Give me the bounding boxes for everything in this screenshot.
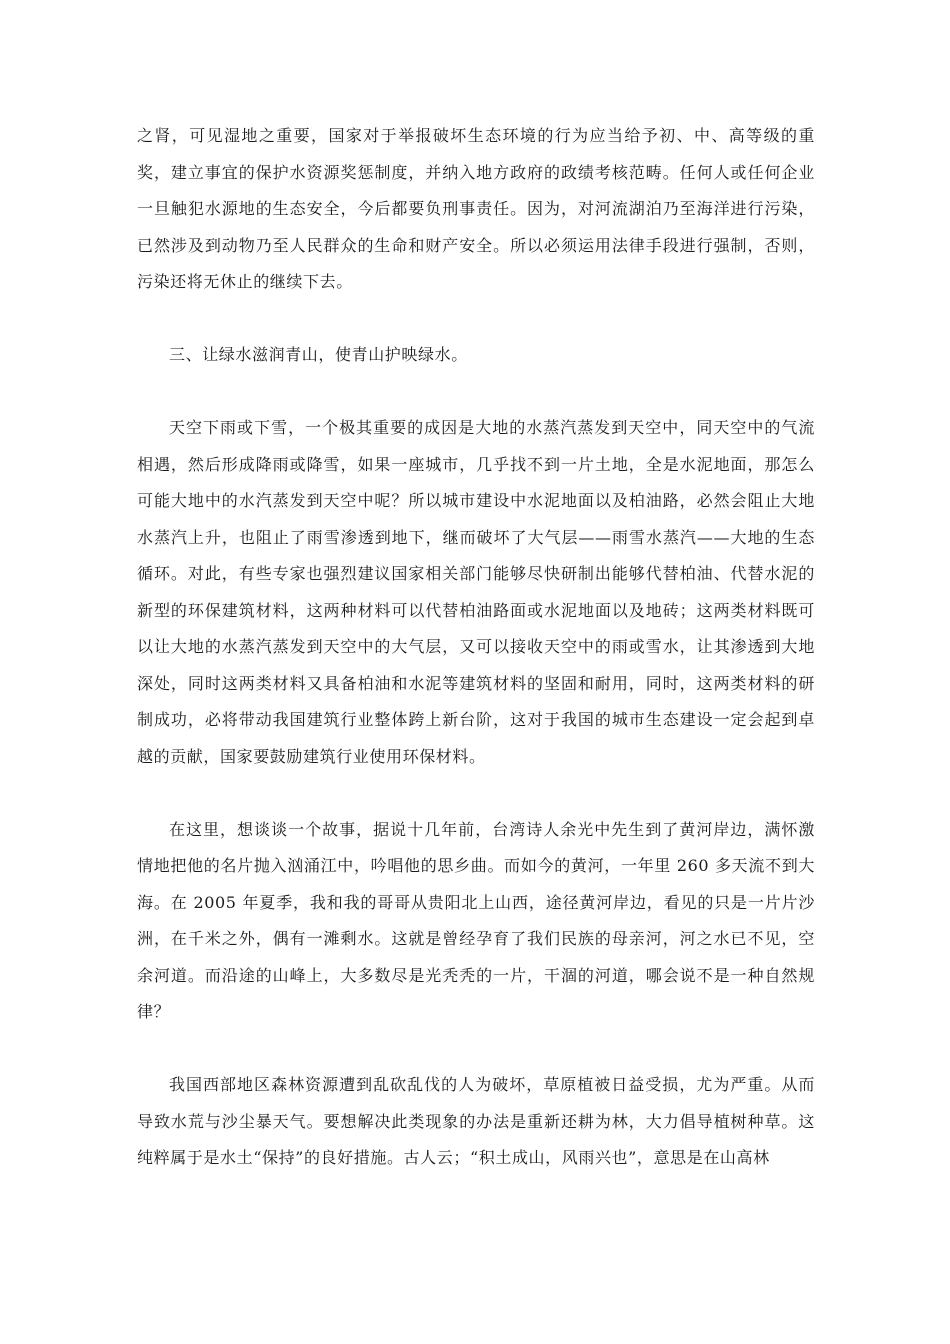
paragraph-wetland-protection: 之肾，可见湿地之重要，国家对于举报破坏生态环境的行为应当给予初、中、高等级的重奖，建立事宜的保护水资源奖惩制度，并纳入地方政府的政绩考核范畴。任何人或任何企业一旦触犯水源地的生态安全，今后都要负刑事责任。因为，对河流湖泊乃至海洋进行污染，已然涉及到动物乃至人民群众的生命和财产安全。所以必须运用法律手段进行强制，否则，污染还将无休止的继续下去。 — [137, 126, 815, 291]
paragraph-rain-evaporation: 天空下雨或下雪，一个极其重要的成因是大地的水蒸汽蒸发到天空中，同天空中的气流相遇，然后形成降雨或降雪，如果一座城市，几乎找不到一片土地，全是水泥地面，那怎么可能大地中的水汽蒸发到天空中呢？所以城市建设中水泥地面以及柏油路，必然会阻止大地水蒸汽上升，也阻止了雨雪渗透到地下，继而破坏了大气层——雨雪水蒸汽——大地的生态循环。对此，有些专家也强烈建议国家相关部门能够尽快研制出能够代替柏油、代替水泥的新型的环保建筑材料，这两种材料可以代替柏油路面或水泥地面以及地砖；这两类材料既可以让大地的水蒸汽蒸发到天空中的大气层，又可以接收天空中的雨或雪水，让其渗透到大地深处，同时这两类材料又具备柏油和水泥等建筑材料的坚固和耐用，同时，这两类材料的研制成功，必将带动我国建筑行业整体跨上新台阶，这对于我国的城市生态建设一定会起到卓越的贡献，国家要鼓励建筑行业使用环保材料。 — [137, 418, 815, 766]
paragraph-western-forests: 我国西部地区森林资源遭到乱砍乱伐的人为破坏，草原植被日益受损，尤为严重。从而导致水荒与沙尘暴天气。要想解决此类现象的办法是重新还耕为林，大力倡导植树种草。这纯粹属于是水土“保持”的良好措施。古人云；“积土成山，风雨兴也”，意思是在山高林 — [137, 1075, 815, 1167]
section-heading-3: 三、让绿水滋润青山，使青山护映绿水。 — [169, 345, 468, 364]
paragraph-yellow-river-story: 在这里，想谈谈一个故事，据说十几年前，台湾诗人余光中先生到了黄河岸边，满怀激情地把他的名片抛入汹涌江中，吟唱他的思乡曲。而如今的黄河，一年里 260 多天流不到大海。在 2005 年夏季，我和我的哥哥从贵阳北上山西，途径黄河岸边，看见的只是一片片沙洲，在千米之外，偶有一滩剩水。这就是曾经孕育了我们民族的母亲河，河之水已不见，空余河道。而沿途的山峰上，大多数尽是光秃秃的一片，干涸的河道，哪会说不是一种自然规律？ — [137, 819, 815, 1021]
document-page — [137, 118, 815, 1213]
